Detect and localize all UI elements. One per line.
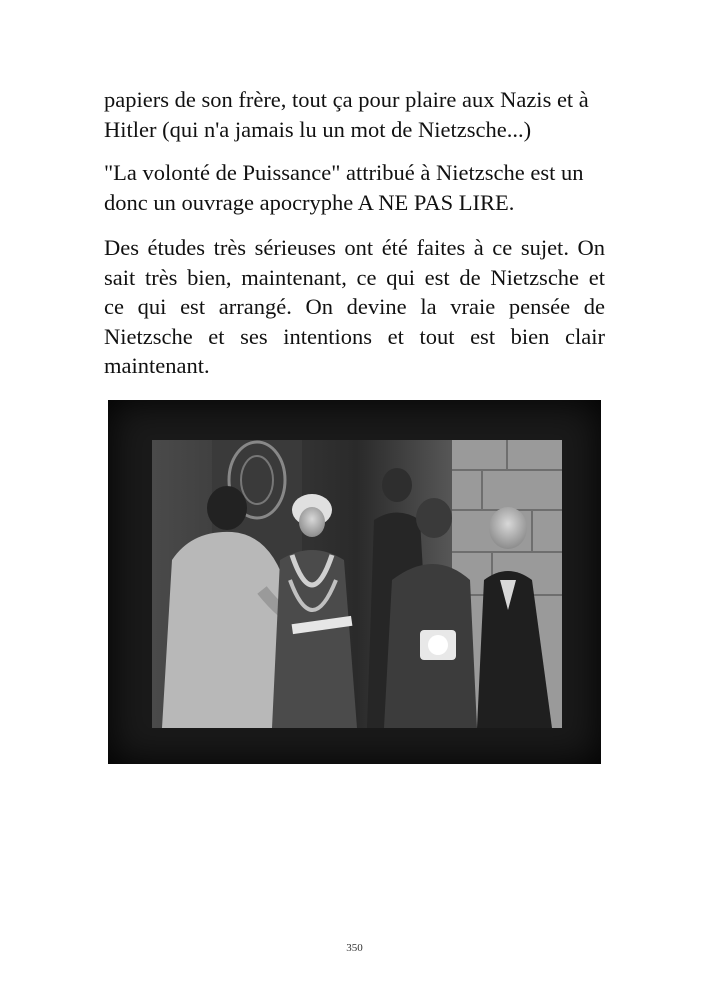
- text-line: Hitler (qui n'a jamais lu un mot de Nietzsche...): [104, 116, 532, 142]
- paragraph-3: [104, 233, 605, 381]
- text-line: papiers de son frère, tout ça pour plaire aux Nazis et à: [104, 87, 589, 112]
- photo-illustration: [152, 440, 562, 728]
- paragraph-2: [104, 158, 605, 217]
- paragraph-1: [104, 85, 605, 144]
- text-line: Nietzsche et ses intentions et tout est bien clair: [104, 323, 605, 349]
- text-line: maintenant.: [104, 353, 210, 378]
- historical-photo: [152, 440, 562, 728]
- text-line: donc un ouvrage apocryphe A NE PAS LIRE.: [104, 189, 515, 215]
- photo-frame: [108, 400, 601, 764]
- text-line: sait très bien, maintenant, ce qui est de Nietzsche et: [104, 264, 605, 290]
- text-line: Des études très sérieuses ont été faites à ce sujet. On: [104, 235, 605, 260]
- page-number: 350: [346, 942, 363, 954]
- text-line: ce qui est arrangé. On devine la vraie pensée de: [104, 294, 605, 319]
- text-line: "La volonté de Puissance" attribué à Nietzsche est un: [104, 160, 584, 185]
